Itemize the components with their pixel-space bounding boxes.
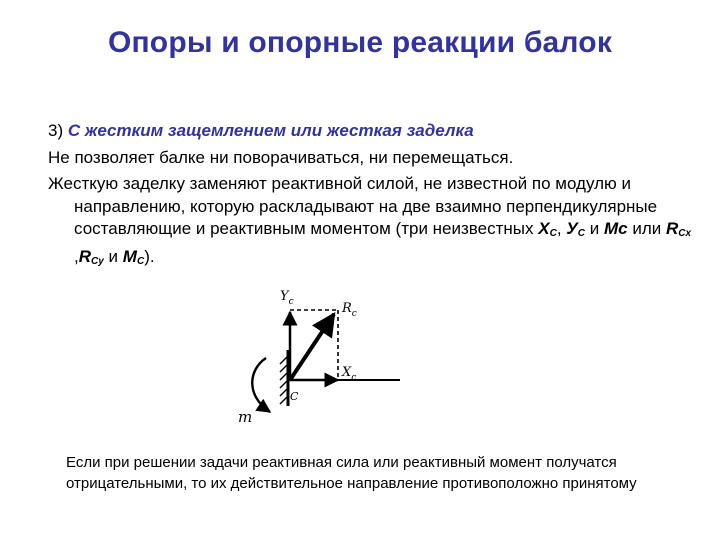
fixed-support-diagram xyxy=(228,288,408,438)
item-heading xyxy=(48,120,698,143)
symbol-rcy-sub: Cy xyxy=(91,255,104,267)
word-or: или xyxy=(632,219,662,238)
paragraph-2 xyxy=(48,173,698,273)
resultant-arrow xyxy=(290,314,334,380)
paragraph-1: Не позволяет балке ни поворачиваться, ни перемещаться. xyxy=(48,147,514,167)
footnote: Если при решении задачи реактивная сила или реактивный момент получатся отрицательными, то их действительное направление противоположно принятому xyxy=(66,454,637,492)
word-and-2: и xyxy=(108,246,119,266)
paragraph-2-text: Жесткую заделку заменяют реактивной силой, не известной по модулю и направлению, которую раскладывают на две взаимно перпендикулярные составляющие и реактивным моментом (три неизвестных xyxy=(48,174,658,238)
separator-comma: , xyxy=(556,219,562,238)
word-and: и xyxy=(589,219,600,238)
moment-arc xyxy=(252,358,270,412)
label-c: C xyxy=(290,390,299,403)
symbol-y: У xyxy=(566,219,578,238)
label-m: m xyxy=(238,408,253,426)
symbol-mc: Mc xyxy=(604,219,628,238)
label-y: $Y_c$ xyxy=(280,289,294,307)
item-subtitle: С жестким защемлением или жесткая заделка xyxy=(67,121,474,140)
symbol-y-sub: C xyxy=(577,228,586,239)
closing-paren: ). xyxy=(144,246,155,266)
symbol-x-sub: C xyxy=(549,228,557,239)
symbol-m: M xyxy=(122,246,137,266)
symbol-x: X xyxy=(538,219,550,238)
page-title: Опоры и опорные реакции балок xyxy=(107,26,613,59)
item-number: 3) xyxy=(48,121,64,140)
label-x: $X_c$ xyxy=(342,365,357,383)
symbol-rcy: R xyxy=(78,246,92,266)
separator-comma-2: , xyxy=(74,246,79,266)
body-text xyxy=(48,120,698,277)
symbol-m-sub: C xyxy=(136,255,145,267)
symbol-rcx: R xyxy=(666,219,679,238)
symbol-rcx-sub: Cx xyxy=(678,228,692,239)
label-r: $R_c$ xyxy=(342,301,357,319)
